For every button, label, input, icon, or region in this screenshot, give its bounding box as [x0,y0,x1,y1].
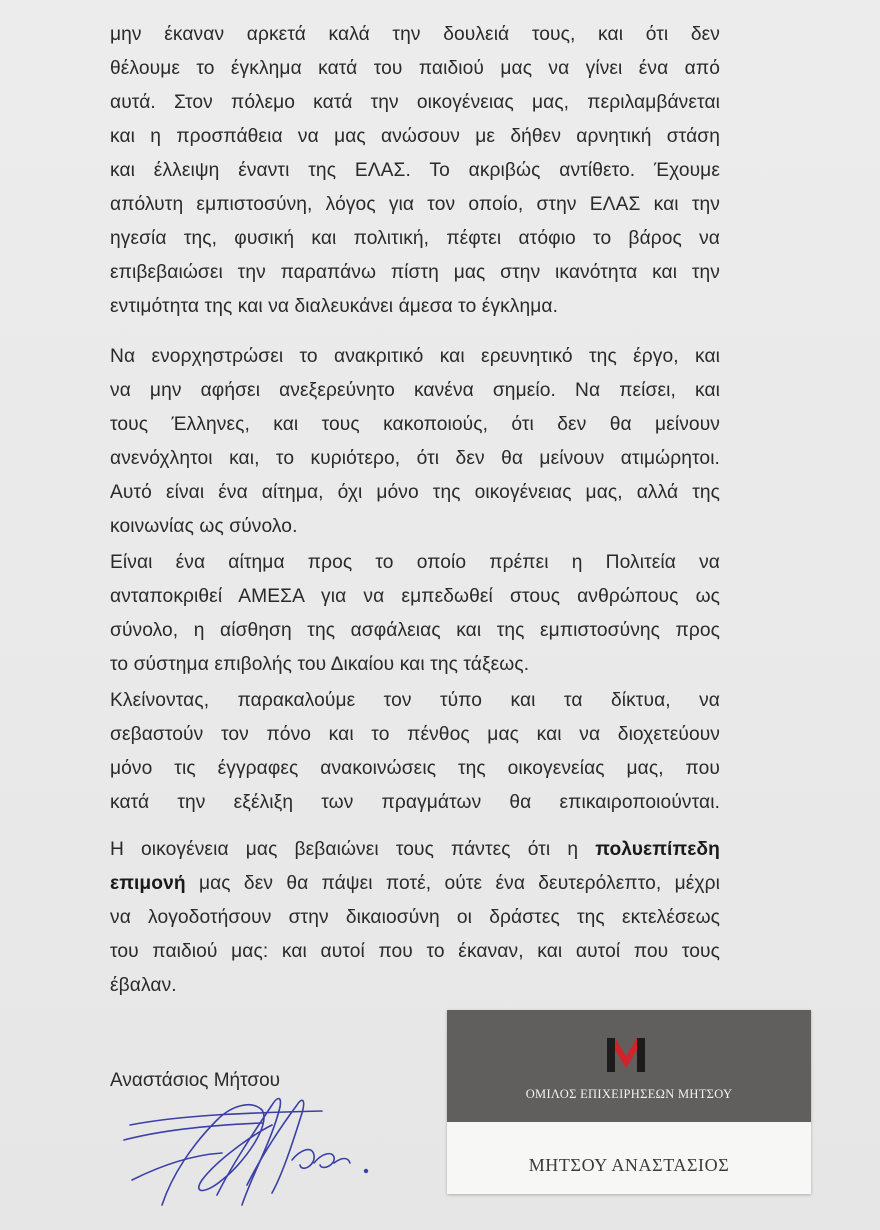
text-line: σεβαστούν τον πόνο και το πένθος μας και να διοχετεύουν [110,724,720,745]
company-name: ΟΜΙΛΟΣ ΕΠΙΧΕΙΡΗΣΕΩΝ ΜΗΤΣΟΥ [525,1087,733,1101]
text-line: θέλουμε το έγκλημα κατά του παιδιού μας να γίνει ένα από [110,58,720,79]
text-line: Είναι ένα αίτημα προς το οποίο πρέπει η Πολιτεία να [110,552,720,573]
text-line: ηγεσία της, φυσική και πολιτική, πέφτει ατόφιο το βάρος να [110,228,720,249]
text-line: Αυτό είναι ένα αίτημα, όχι μόνο της οικογένειας μας, αλλά της [110,482,720,503]
text-line: έβαλαν. [110,975,177,996]
text-line: ανταποκριθεί ΑΜΕΣΑ για να εμπεδωθεί στους ανθρώπους ως [110,586,720,607]
text-line: ανενόχλητοι και, το κυριότερο, ότι δεν θα μείνουν ατιμώρητοι. [110,448,720,469]
company-logo [605,1034,647,1074]
text-line [110,833,720,867]
text-line: μόνο τις έγγραφες ανακοινώσεις της οικογενείας μας, που [110,758,720,779]
text-line: αυτά. Στον πόλεμο κατά την οικογένειας μας, περιλαμβάνεται [110,92,720,113]
text-line: κοινωνίας ως σύνολο. [110,516,298,537]
handwritten-signature [122,1085,392,1215]
text-line: απόλυτη εμπιστοσύνη, λόγος για τον οποίο, στην ΕΛΑΣ και την [110,194,720,215]
text-segment: Η οικογένεια μας βεβαιώνει τους πάντες ότι η [110,839,596,860]
business-card-band [447,1010,811,1122]
text-line: να λογοδοτήσουν στην δικαιοσύνη οι δράστες της εκτελέσεως [110,907,720,928]
text-line: επιβεβαιώσει την παραπάνω πίστη μας στην ικανότητα και την [110,262,720,283]
text-line: το σύστημα επιβολής του Δικαίου και της τάξεως. [110,654,530,675]
text-line: να μην αφήσει ανεξερεύνητο κανένα σημείο. Να πείσει, και [110,380,720,401]
text-line: κατά την εξέλιξη των πραγμάτων θα επικαιροποιούνται. [110,792,720,813]
text-line: του παιδιού μας: και αυτοί που το έκαναν, και αυτοί που τους [110,941,720,962]
text-line: σύνολο, η αίσθηση της ασφάλειας και της εμπιστοσύνης προς [110,620,720,641]
paragraph-5 [110,833,720,1003]
text-line: τους Έλληνες, και τους κακοποιούς, ότι δεν θα μείνουν [110,414,720,435]
text-line: εντιμότητα της και να διαλευκάνει άμεσα το έγκλημα. [110,296,559,317]
paragraph-2 [110,340,720,544]
card-person-name: ΜΗΤΣΟΥ ΑΝΑΣΤΑΣΙΟΣ [528,1155,730,1175]
paragraph-1 [110,18,720,324]
text-segment: μας δεν θα πάψει ποτέ, ούτε ένα δευτερόλεπτο, μέχρι [185,873,720,894]
text-line: Να ενορχηστρώσει το ανακριτικό και ερευνητικό της έργο, και [110,346,720,367]
text-line: και έλλειψη έναντι της ΕΛΑΣ. Το ακριβώς αντίθετο. Έχουμε [110,160,720,181]
signatory-name: Αναστάσιος Μήτσου [110,1070,281,1091]
text-line: Κλείνοντας, παρακαλούμε τον τύπο και τα δίκτυα, να [110,690,720,711]
text-line: μην έκαναν αρκετά καλά την δουλειά τους, και ότι δεν [110,24,720,45]
paragraph-3 [110,546,720,682]
emphasis-text: πολυεπίπεδη [595,839,720,860]
text-line: και η προσπάθεια να μας ανώσουν με δήθεν αρνητική στάση [110,126,720,147]
text-line [110,867,720,901]
paragraph-4 [110,684,720,820]
business-card [447,1010,811,1194]
emphasis-text: επιμονή [110,873,186,894]
